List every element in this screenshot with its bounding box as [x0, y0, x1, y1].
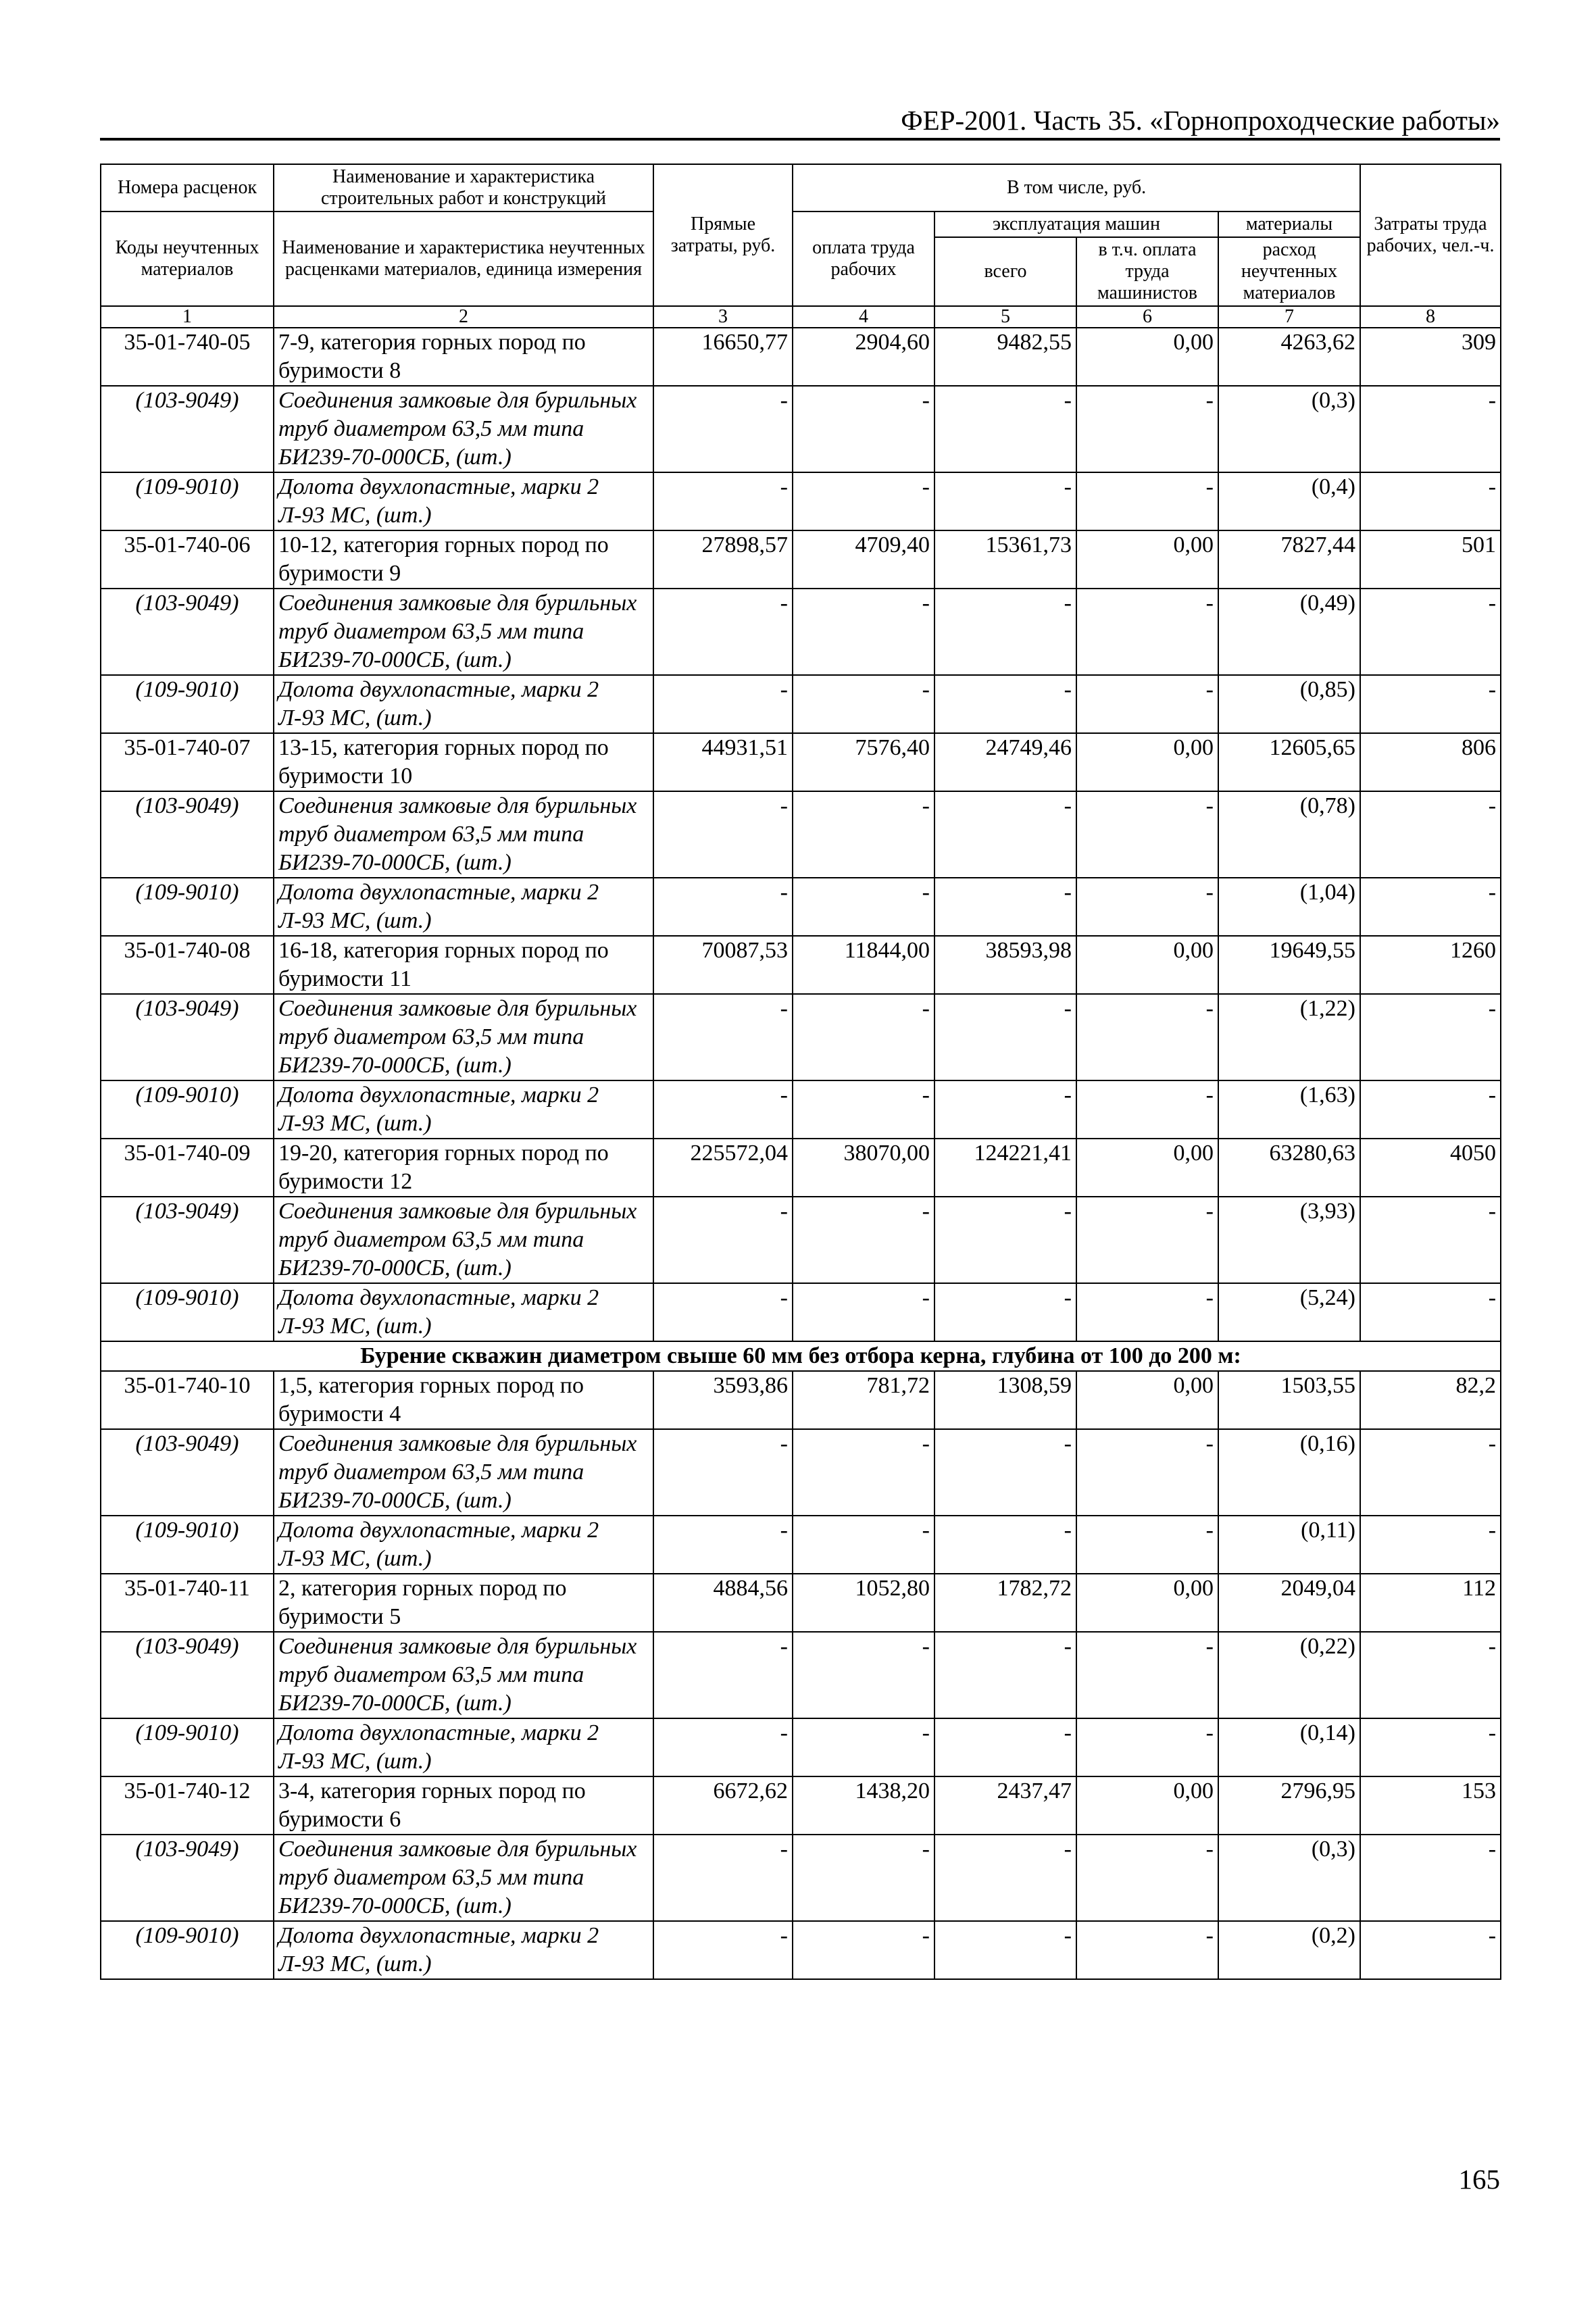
labor-hours-header: Затраты труда рабочих, чел.-ч. [1360, 164, 1501, 306]
materials-cell: (1,63) [1218, 1080, 1360, 1139]
material-code: (103-9049) [101, 1429, 274, 1516]
machines-total-cell: - [934, 1429, 1076, 1516]
worker-pay-cell: 38070,00 [793, 1139, 934, 1197]
machinists-pay-cell: - [1076, 878, 1218, 936]
material-name: Соединения замковые для бурильных труб диаметром 63,5 мм типа БИ239-70-000СБ, (шт.) [274, 791, 653, 878]
worker-pay-cell: - [793, 1197, 934, 1283]
worker-pay-cell: 2904,60 [793, 328, 934, 386]
machinists-pay-cell: 0,00 [1076, 328, 1218, 386]
material-row [101, 791, 1501, 878]
material-row [101, 1283, 1501, 1341]
materials-cell: 2796,95 [1218, 1776, 1360, 1835]
direct-cost-cell: 6672,62 [653, 1776, 793, 1835]
rate-row [101, 1776, 1501, 1835]
direct-cost-cell: - [653, 1080, 793, 1139]
rate-code: 35-01-740-12 [101, 1776, 274, 1835]
material-code: (103-9049) [101, 1632, 274, 1718]
worker-pay-cell: - [793, 1080, 934, 1139]
machines-total-cell: - [934, 1921, 1076, 1979]
machines-total-header: всего [934, 237, 1076, 306]
section-title: Бурение скважин диаметром свыше 60 мм без отбора керна, глубина от 100 до 200 м: [101, 1341, 1501, 1371]
material-row [101, 1197, 1501, 1283]
col1-bottom-header: Коды неучтенных материалов [101, 211, 274, 306]
machinists-pay-cell: 0,00 [1076, 530, 1218, 589]
rate-code: 35-01-740-09 [101, 1139, 274, 1197]
materials-cell: 1503,55 [1218, 1371, 1360, 1429]
direct-cost-cell: - [653, 472, 793, 530]
direct-cost-cell: 27898,57 [653, 530, 793, 589]
labor-hours-cell: - [1360, 1516, 1501, 1574]
column-number: 7 [1218, 306, 1360, 328]
machinists-pay-cell: - [1076, 386, 1218, 472]
material-code: (109-9010) [101, 1080, 274, 1139]
machines-total-cell: 1782,72 [934, 1574, 1076, 1632]
machines-total-cell: 124221,41 [934, 1139, 1076, 1197]
machinists-pay-cell: 0,00 [1076, 1371, 1218, 1429]
labor-hours-cell: 1260 [1360, 936, 1501, 994]
labor-hours-cell: - [1360, 1197, 1501, 1283]
material-name: Долота двухлопастные, марки 2 Л-93 МС, (шт.) [274, 1921, 653, 1979]
rate-description: 19-20, категория горных пород по буримости 12 [274, 1139, 653, 1197]
labor-hours-cell: 112 [1360, 1574, 1501, 1632]
labor-hours-cell: 153 [1360, 1776, 1501, 1835]
rate-description: 7-9, категория горных пород по буримости 8 [274, 328, 653, 386]
material-row [101, 675, 1501, 733]
materials-cell: (0,85) [1218, 675, 1360, 733]
header-rule [100, 138, 1500, 141]
direct-cost-cell: - [653, 994, 793, 1080]
machines-total-cell: 2437,47 [934, 1776, 1076, 1835]
column-number: 3 [653, 306, 793, 328]
machines-total-cell: - [934, 994, 1076, 1080]
materials-use-header: расход неучтенных материалов [1218, 237, 1360, 306]
rate-code: 35-01-740-08 [101, 936, 274, 994]
rate-description: 13-15, категория горных пород по буримости 10 [274, 733, 653, 791]
material-name: Долота двухлопастные, марки 2 Л-93 МС, (шт.) [274, 1516, 653, 1574]
col1-top-header: Номера расценок [101, 164, 274, 211]
materials-cell: (0,78) [1218, 791, 1360, 878]
machines-total-cell: - [934, 1835, 1076, 1921]
machinists-pay-cell: 0,00 [1076, 733, 1218, 791]
materials-cell: (3,93) [1218, 1197, 1360, 1283]
direct-cost-cell: 70087,53 [653, 936, 793, 994]
col2-bottom-header: Наименование и характеристика неучтенных расценками материалов, единица измерения [274, 211, 653, 306]
direct-cost-cell: 16650,77 [653, 328, 793, 386]
materials-cell: (0,14) [1218, 1718, 1360, 1776]
column-number: 6 [1076, 306, 1218, 328]
rate-description: 16-18, категория горных пород по буримости 11 [274, 936, 653, 994]
machinists-pay-cell: - [1076, 589, 1218, 675]
machinists-pay-cell: - [1076, 791, 1218, 878]
materials-cell: (0,3) [1218, 1835, 1360, 1921]
rates-table [100, 164, 1501, 1980]
column-number: 2 [274, 306, 653, 328]
material-code: (109-9010) [101, 472, 274, 530]
labor-hours-cell: - [1360, 1632, 1501, 1718]
materials-cell: (0,11) [1218, 1516, 1360, 1574]
material-name: Долота двухлопастные, марки 2 Л-93 МС, (шт.) [274, 1080, 653, 1139]
material-name: Долота двухлопастные, марки 2 Л-93 МС, (шт.) [274, 675, 653, 733]
machines-total-cell: - [934, 1632, 1076, 1718]
materials-cell: (0,49) [1218, 589, 1360, 675]
column-number: 8 [1360, 306, 1501, 328]
worker-pay-cell: - [793, 1516, 934, 1574]
worker-pay-cell: - [793, 1921, 934, 1979]
material-name: Долота двухлопастные, марки 2 Л-93 МС, (шт.) [274, 1283, 653, 1341]
worker-pay-cell: 1052,80 [793, 1574, 934, 1632]
worker-pay-cell: - [793, 1718, 934, 1776]
machinists-pay-cell: - [1076, 1516, 1218, 1574]
material-code: (103-9049) [101, 589, 274, 675]
materials-cell: (0,3) [1218, 386, 1360, 472]
labor-hours-cell: - [1360, 589, 1501, 675]
rate-code: 35-01-740-05 [101, 328, 274, 386]
worker-pay-cell: - [793, 994, 934, 1080]
rate-row [101, 530, 1501, 589]
labor-hours-cell: - [1360, 878, 1501, 936]
material-row [101, 1835, 1501, 1921]
material-row [101, 589, 1501, 675]
material-row [101, 878, 1501, 936]
material-code: (109-9010) [101, 1921, 274, 1979]
worker-pay-cell: - [793, 1632, 934, 1718]
column-number: 1 [101, 306, 274, 328]
direct-cost-cell: - [653, 1835, 793, 1921]
machinists-pay-cell: - [1076, 472, 1218, 530]
material-row [101, 1080, 1501, 1139]
machinists-pay-cell: - [1076, 675, 1218, 733]
direct-cost-cell: - [653, 589, 793, 675]
material-name: Соединения замковые для бурильных труб диаметром 63,5 мм типа БИ239-70-000СБ, (шт.) [274, 1429, 653, 1516]
machines-total-cell: - [934, 791, 1076, 878]
machines-total-cell: - [934, 1516, 1076, 1574]
rate-row [101, 1371, 1501, 1429]
direct-cost-cell: - [653, 878, 793, 936]
material-row [101, 472, 1501, 530]
material-name: Соединения замковые для бурильных труб диаметром 63,5 мм типа БИ239-70-000СБ, (шт.) [274, 1835, 653, 1921]
direct-cost-cell: - [653, 1197, 793, 1283]
rate-row [101, 328, 1501, 386]
materials-cell: 63280,63 [1218, 1139, 1360, 1197]
labor-hours-cell: - [1360, 1835, 1501, 1921]
machines-total-cell: - [934, 386, 1076, 472]
rate-description: 3-4, категория горных пород по буримости 6 [274, 1776, 653, 1835]
direct-cost-cell: 44931,51 [653, 733, 793, 791]
material-name: Долота двухлопастные, марки 2 Л-93 МС, (шт.) [274, 472, 653, 530]
labor-hours-cell: - [1360, 1718, 1501, 1776]
material-row [101, 1429, 1501, 1516]
col2-top-header: Наименование и характеристика строительных работ и конструкций [274, 164, 653, 211]
material-row [101, 994, 1501, 1080]
materials-cell: 19649,55 [1218, 936, 1360, 994]
rate-description: 10-12, категория горных пород по буримости 9 [274, 530, 653, 589]
material-code: (109-9010) [101, 1718, 274, 1776]
worker-pay-cell: 7576,40 [793, 733, 934, 791]
machines-total-cell: - [934, 878, 1076, 936]
materials-cell: (0,16) [1218, 1429, 1360, 1516]
worker-pay-cell: 781,72 [793, 1371, 934, 1429]
rate-code: 35-01-740-11 [101, 1574, 274, 1632]
direct-cost-cell: - [653, 791, 793, 878]
machines-total-cell: 15361,73 [934, 530, 1076, 589]
material-row [101, 1718, 1501, 1776]
worker-pay-cell: - [793, 472, 934, 530]
machines-total-cell: 1308,59 [934, 1371, 1076, 1429]
labor-hours-cell: - [1360, 791, 1501, 878]
worker-pay-cell: 11844,00 [793, 936, 934, 994]
direct-cost-cell: - [653, 675, 793, 733]
labor-hours-cell: 501 [1360, 530, 1501, 589]
worker-pay-cell: - [793, 589, 934, 675]
machinists-pay-cell: - [1076, 1718, 1218, 1776]
rate-description: 2, категория горных пород по буримости 5 [274, 1574, 653, 1632]
rates-body [101, 328, 1501, 1979]
running-header: ФЕР-2001. Часть 35. «Горнопроходческие работы» [901, 105, 1500, 136]
direct-cost-cell: - [653, 1283, 793, 1341]
direct-cost-cell: - [653, 1921, 793, 1979]
machinists-pay-cell: - [1076, 1921, 1218, 1979]
material-code: (103-9049) [101, 1197, 274, 1283]
materials-cell: 12605,65 [1218, 733, 1360, 791]
labor-hours-cell: - [1360, 472, 1501, 530]
material-row [101, 386, 1501, 472]
machinists-pay-cell: - [1076, 1835, 1218, 1921]
worker-pay-cell: - [793, 1835, 934, 1921]
material-row [101, 1516, 1501, 1574]
material-name: Соединения замковые для бурильных труб диаметром 63,5 мм типа БИ239-70-000СБ, (шт.) [274, 589, 653, 675]
machinists-pay-cell: - [1076, 994, 1218, 1080]
machinists-pay-header: в т.ч. оплата труда машинистов [1076, 237, 1218, 306]
materials-group-header: материалы [1218, 211, 1360, 237]
labor-hours-cell: - [1360, 675, 1501, 733]
machinists-pay-cell: - [1076, 1429, 1218, 1516]
rate-description: 1,5, категория горных пород по буримости 4 [274, 1371, 653, 1429]
column-number: 4 [793, 306, 934, 328]
labor-hours-cell: 4050 [1360, 1139, 1501, 1197]
group-header: В том числе, руб. [793, 164, 1360, 211]
machines-total-cell: - [934, 472, 1076, 530]
material-row [101, 1632, 1501, 1718]
rate-row [101, 733, 1501, 791]
material-name: Соединения замковые для бурильных труб диаметром 63,5 мм типа БИ239-70-000СБ, (шт.) [274, 1197, 653, 1283]
materials-cell: (5,24) [1218, 1283, 1360, 1341]
machinists-pay-cell: - [1076, 1632, 1218, 1718]
materials-cell: 7827,44 [1218, 530, 1360, 589]
section-row [101, 1341, 1501, 1371]
labor-hours-cell: - [1360, 386, 1501, 472]
direct-cost-cell: 3593,86 [653, 1371, 793, 1429]
worker-pay-cell: - [793, 878, 934, 936]
column-number: 5 [934, 306, 1076, 328]
machines-total-cell: 38593,98 [934, 936, 1076, 994]
machines-total-cell: - [934, 1197, 1076, 1283]
labor-hours-cell: 309 [1360, 328, 1501, 386]
rate-code: 35-01-740-07 [101, 733, 274, 791]
machinists-pay-cell: 0,00 [1076, 1139, 1218, 1197]
worker-pay-cell: - [793, 675, 934, 733]
rate-row [101, 936, 1501, 994]
machinists-pay-cell: 0,00 [1076, 1574, 1218, 1632]
material-code: (109-9010) [101, 1516, 274, 1574]
material-name: Соединения замковые для бурильных труб диаметром 63,5 мм типа БИ239-70-000СБ, (шт.) [274, 386, 653, 472]
machinists-pay-cell: 0,00 [1076, 1776, 1218, 1835]
worker-pay-cell: - [793, 1283, 934, 1341]
worker-pay-cell: - [793, 791, 934, 878]
direct-cost-cell: - [653, 1718, 793, 1776]
material-name: Долота двухлопастные, марки 2 Л-93 МС, (шт.) [274, 878, 653, 936]
labor-hours-cell: - [1360, 994, 1501, 1080]
direct-cost-cell: 225572,04 [653, 1139, 793, 1197]
material-name: Соединения замковые для бурильных труб диаметром 63,5 мм типа БИ239-70-000СБ, (шт.) [274, 1632, 653, 1718]
material-code: (109-9010) [101, 878, 274, 936]
materials-cell: (0,4) [1218, 472, 1360, 530]
machines-total-cell: - [934, 675, 1076, 733]
materials-cell: (1,04) [1218, 878, 1360, 936]
machines-total-cell: - [934, 1283, 1076, 1341]
materials-cell: (1,22) [1218, 994, 1360, 1080]
rate-row [101, 1139, 1501, 1197]
materials-cell: (0,22) [1218, 1632, 1360, 1718]
material-code: (103-9049) [101, 994, 274, 1080]
worker-pay-cell: 1438,20 [793, 1776, 934, 1835]
material-row [101, 1921, 1501, 1979]
direct-cost-cell: - [653, 1632, 793, 1718]
material-code: (103-9049) [101, 791, 274, 878]
direct-cost-cell: - [653, 386, 793, 472]
rate-code: 35-01-740-10 [101, 1371, 274, 1429]
rate-row [101, 1574, 1501, 1632]
material-code: (109-9010) [101, 675, 274, 733]
material-name: Соединения замковые для бурильных труб диаметром 63,5 мм типа БИ239-70-000СБ, (шт.) [274, 994, 653, 1080]
direct-cost-cell: - [653, 1429, 793, 1516]
worker-pay-cell: 4709,40 [793, 530, 934, 589]
page-number: 165 [1458, 2164, 1500, 2195]
materials-cell: (0,2) [1218, 1921, 1360, 1979]
machines-total-cell: - [934, 589, 1076, 675]
machinists-pay-cell: - [1076, 1197, 1218, 1283]
machines-total-cell: 24749,46 [934, 733, 1076, 791]
labor-hours-cell: - [1360, 1921, 1501, 1979]
worker-pay-cell: - [793, 1429, 934, 1516]
labor-hours-cell: - [1360, 1283, 1501, 1341]
machines-total-cell: 9482,55 [934, 328, 1076, 386]
labor-hours-cell: 806 [1360, 733, 1501, 791]
worker-pay-cell: - [793, 386, 934, 472]
machinists-pay-cell: - [1076, 1080, 1218, 1139]
machines-group-header: эксплуатация машин [934, 211, 1218, 237]
direct-costs-header: Прямые затраты, руб. [653, 164, 793, 306]
machines-total-cell: - [934, 1718, 1076, 1776]
materials-cell: 2049,04 [1218, 1574, 1360, 1632]
labor-hours-cell: - [1360, 1429, 1501, 1516]
machines-total-cell: - [934, 1080, 1076, 1139]
machinists-pay-cell: - [1076, 1283, 1218, 1341]
materials-cell: 4263,62 [1218, 328, 1360, 386]
material-code: (109-9010) [101, 1283, 274, 1341]
rate-code: 35-01-740-06 [101, 530, 274, 589]
labor-hours-cell: 82,2 [1360, 1371, 1501, 1429]
machinists-pay-cell: 0,00 [1076, 936, 1218, 994]
direct-cost-cell: 4884,56 [653, 1574, 793, 1632]
material-code: (103-9049) [101, 386, 274, 472]
material-name: Долота двухлопастные, марки 2 Л-93 МС, (шт.) [274, 1718, 653, 1776]
worker-pay-header: оплата труда рабочих [793, 211, 934, 306]
labor-hours-cell: - [1360, 1080, 1501, 1139]
direct-cost-cell: - [653, 1516, 793, 1574]
material-code: (103-9049) [101, 1835, 274, 1921]
